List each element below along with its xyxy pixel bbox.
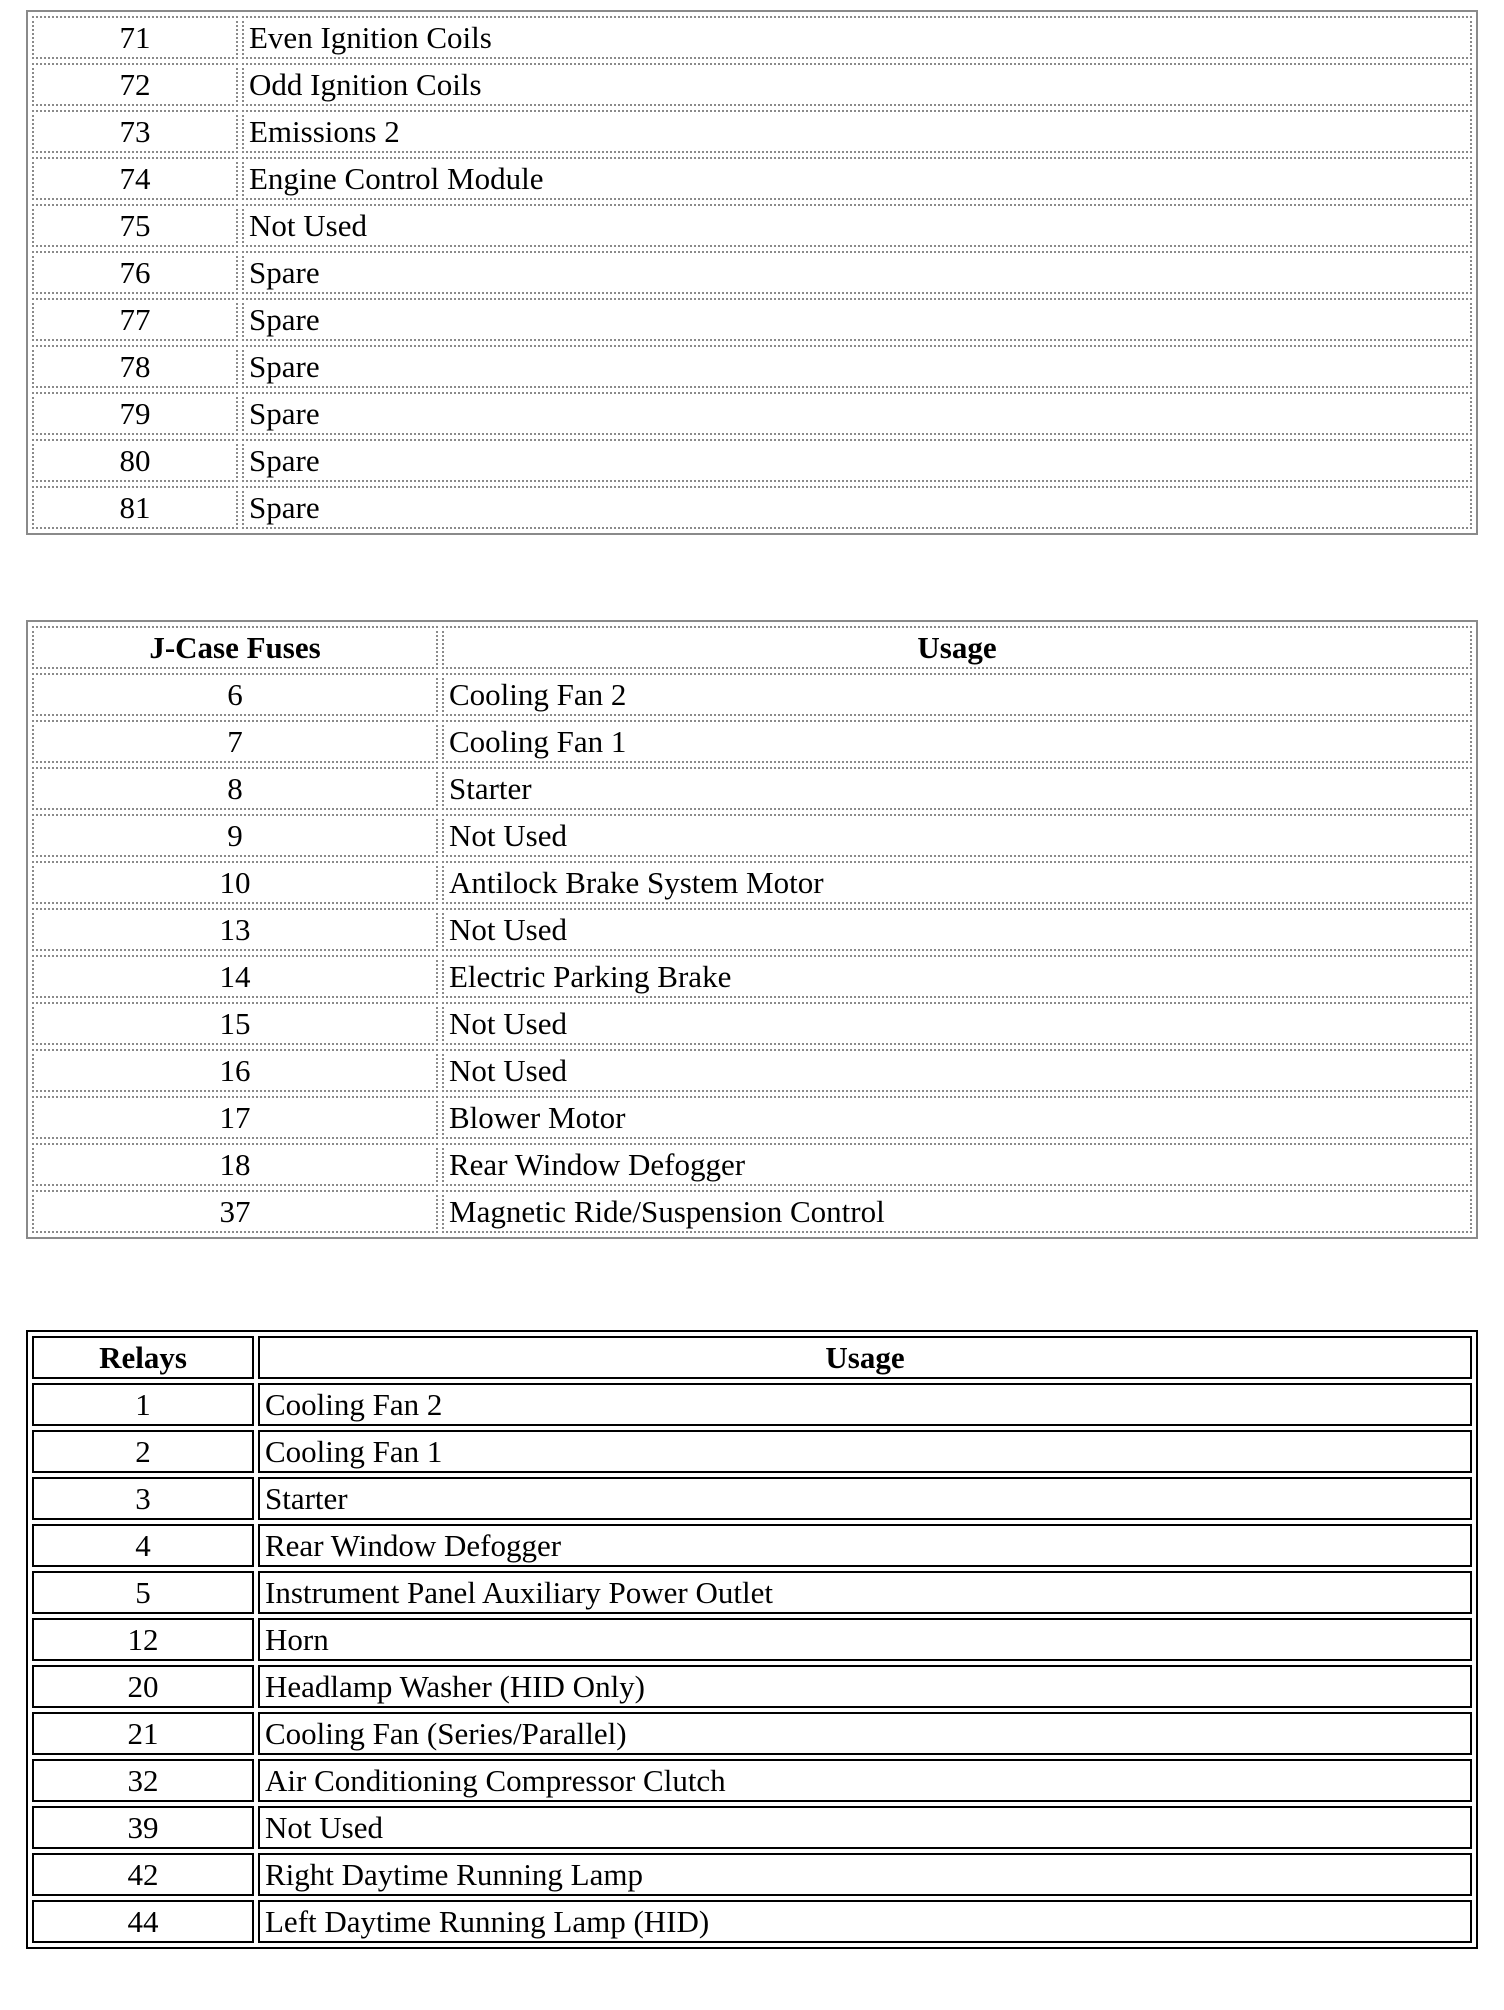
table-row — [32, 1618, 1472, 1661]
cell-number: 1 — [32, 1383, 254, 1426]
table-row — [32, 1049, 1472, 1092]
cell-number: 17 — [32, 1096, 438, 1139]
cell-usage: Even Ignition Coils — [242, 16, 1472, 59]
cell-number: 81 — [32, 486, 238, 529]
cell-usage: Starter — [258, 1477, 1472, 1520]
cell-number: 10 — [32, 861, 438, 904]
table-row — [32, 861, 1472, 904]
cell-usage: Starter — [442, 767, 1472, 810]
table-row — [32, 814, 1472, 857]
j-case-fuses-table — [26, 620, 1478, 1239]
cell-number: 76 — [32, 251, 238, 294]
cell-usage: Cooling Fan 2 — [442, 673, 1472, 716]
cell-usage: Not Used — [258, 1806, 1472, 1849]
table-row — [32, 157, 1472, 200]
cell-usage: Electric Parking Brake — [442, 955, 1472, 998]
cell-number: 73 — [32, 110, 238, 153]
cell-number: 71 — [32, 16, 238, 59]
cell-usage: Cooling Fan 1 — [258, 1430, 1472, 1473]
cell-number: 32 — [32, 1759, 254, 1802]
cell-usage: Spare — [242, 439, 1472, 482]
table-row — [32, 1806, 1472, 1849]
cell-usage: Spare — [242, 486, 1472, 529]
cell-number: 6 — [32, 673, 438, 716]
cell-number: 13 — [32, 908, 438, 951]
cell-usage: Not Used — [442, 1002, 1472, 1045]
cell-usage: Cooling Fan 2 — [258, 1383, 1472, 1426]
cell-number: 4 — [32, 1524, 254, 1567]
table-row — [32, 486, 1472, 529]
cell-number: 16 — [32, 1049, 438, 1092]
fuse-table-continued — [26, 10, 1478, 535]
table-row — [32, 720, 1472, 763]
table-row — [32, 110, 1472, 153]
cell-usage: Headlamp Washer (HID Only) — [258, 1665, 1472, 1708]
cell-number: 78 — [32, 345, 238, 388]
cell-usage: Antilock Brake System Motor — [442, 861, 1472, 904]
cell-usage: Spare — [242, 298, 1472, 341]
cell-number: 75 — [32, 204, 238, 247]
table-row — [32, 1524, 1472, 1567]
table-row — [32, 1096, 1472, 1139]
table-row — [32, 63, 1472, 106]
cell-usage: Left Daytime Running Lamp (HID) — [258, 1900, 1472, 1943]
cell-number: 15 — [32, 1002, 438, 1045]
cell-usage: Not Used — [442, 908, 1472, 951]
cell-number: 3 — [32, 1477, 254, 1520]
cell-number: 77 — [32, 298, 238, 341]
table-row — [32, 1900, 1472, 1943]
cell-usage: Rear Window Defogger — [258, 1524, 1472, 1567]
column-header-j-case-fuses: J-Case Fuses — [32, 626, 438, 669]
cell-usage: Spare — [242, 251, 1472, 294]
cell-number: 7 — [32, 720, 438, 763]
table-row — [32, 251, 1472, 294]
cell-usage: Not Used — [242, 204, 1472, 247]
cell-number: 2 — [32, 1430, 254, 1473]
fuse-table-body — [32, 16, 1472, 529]
cell-number: 74 — [32, 157, 238, 200]
cell-usage: Cooling Fan 1 — [442, 720, 1472, 763]
table-row — [32, 1383, 1472, 1426]
column-header-relays: Relays — [32, 1336, 254, 1379]
table-row — [32, 1190, 1472, 1233]
cell-usage: Not Used — [442, 814, 1472, 857]
relays-table-body — [32, 1383, 1472, 1943]
cell-number: 18 — [32, 1143, 438, 1186]
cell-usage: Odd Ignition Coils — [242, 63, 1472, 106]
table-row — [32, 1759, 1472, 1802]
table-header-row — [32, 626, 1472, 669]
cell-number: 39 — [32, 1806, 254, 1849]
cell-number: 8 — [32, 767, 438, 810]
table-row — [32, 439, 1472, 482]
cell-number: 21 — [32, 1712, 254, 1755]
table-row — [32, 345, 1472, 388]
cell-number: 20 — [32, 1665, 254, 1708]
column-header-usage: Usage — [258, 1336, 1472, 1379]
table-row — [32, 1143, 1472, 1186]
cell-usage: Cooling Fan (Series/Parallel) — [258, 1712, 1472, 1755]
cell-usage: Emissions 2 — [242, 110, 1472, 153]
cell-number: 5 — [32, 1571, 254, 1614]
cell-number: 9 — [32, 814, 438, 857]
cell-usage: Instrument Panel Auxiliary Power Outlet — [258, 1571, 1472, 1614]
table-row — [32, 908, 1472, 951]
cell-number: 14 — [32, 955, 438, 998]
cell-number: 79 — [32, 392, 238, 435]
cell-number: 80 — [32, 439, 238, 482]
table-row — [32, 955, 1472, 998]
table-row — [32, 1002, 1472, 1045]
table-row — [32, 1430, 1472, 1473]
table-row — [32, 392, 1472, 435]
cell-number: 12 — [32, 1618, 254, 1661]
cell-usage: Engine Control Module — [242, 157, 1472, 200]
table-row — [32, 1853, 1472, 1896]
cell-usage: Blower Motor — [442, 1096, 1472, 1139]
table-row — [32, 298, 1472, 341]
cell-number: 44 — [32, 1900, 254, 1943]
cell-usage: Right Daytime Running Lamp — [258, 1853, 1472, 1896]
cell-usage: Horn — [258, 1618, 1472, 1661]
cell-usage: Spare — [242, 345, 1472, 388]
relays-table — [26, 1330, 1478, 1949]
cell-number: 42 — [32, 1853, 254, 1896]
column-header-usage: Usage — [442, 626, 1472, 669]
j-case-fuses-table-body — [32, 673, 1472, 1233]
table-row — [32, 204, 1472, 247]
cell-number: 37 — [32, 1190, 438, 1233]
cell-usage: Rear Window Defogger — [442, 1143, 1472, 1186]
cell-usage: Spare — [242, 392, 1472, 435]
table-row — [32, 1477, 1472, 1520]
table-row — [32, 673, 1472, 716]
cell-number: 72 — [32, 63, 238, 106]
table-row — [32, 1665, 1472, 1708]
cell-usage: Not Used — [442, 1049, 1472, 1092]
table-header-row — [32, 1336, 1472, 1379]
table-row — [32, 767, 1472, 810]
cell-usage: Air Conditioning Compressor Clutch — [258, 1759, 1472, 1802]
cell-usage: Magnetic Ride/Suspension Control — [442, 1190, 1472, 1233]
table-row — [32, 16, 1472, 59]
table-row — [32, 1712, 1472, 1755]
table-row — [32, 1571, 1472, 1614]
